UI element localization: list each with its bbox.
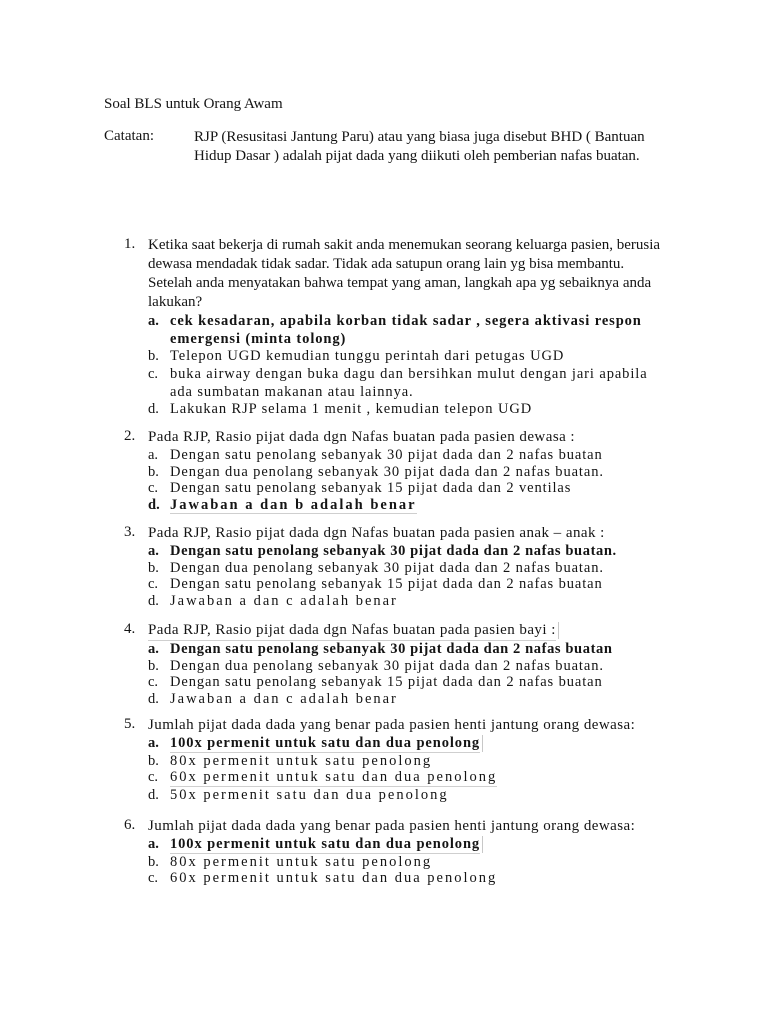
option-b[interactable]: [148, 658, 664, 675]
option-a[interactable]: [148, 836, 664, 854]
question-number: 1.: [124, 236, 136, 252]
option-c[interactable]: [148, 870, 664, 887]
cursor-mark: [482, 735, 483, 752]
option-c[interactable]: [148, 674, 664, 691]
option-c[interactable]: [148, 480, 664, 497]
option-letter: c.: [148, 769, 159, 785]
option-text: Dengan dua penolang sebanyak 30 pijat dada dan 2 nafas buatan.: [170, 559, 604, 576]
option-text: 100x permenit untuk satu dan dua penolong: [170, 836, 481, 852]
option-letter: c.: [148, 365, 159, 382]
option-d[interactable]: [148, 497, 664, 515]
option-letter: d.: [148, 786, 159, 803]
option-letter: c.: [148, 674, 159, 690]
option-d[interactable]: [148, 593, 664, 610]
question-text-content: Pada RJP, Rasio pijat dada dgn Nafas buatan pada pasien bayi :: [148, 621, 556, 641]
question-text: Pada RJP, Rasio pijat dada dgn Nafas buatan pada pasien anak – anak :: [148, 525, 605, 541]
page-title: Soal BLS untuk Orang Awam: [104, 96, 283, 112]
option-text: Dengan satu penolang sebanyak 15 pijat dada dan 2 nafas buatan: [170, 576, 603, 592]
question-text: Ketika saat bekerja di rumah sakit anda menemukan seorang keluarga pasien, berusia dewasa mendadak tidak sadar. Tidak ada satupun orang lain yg bisa membantu. Setelah anda menyatakan bahwa tempat yang aman, langkah apa yg sebaiknya anda lakukan?: [148, 237, 661, 310]
option-text: Dengan satu penolang sebanyak 15 pijat dada dan 2 ventilas: [170, 480, 572, 496]
option-letter: d.: [148, 690, 159, 707]
option-letter: a.: [148, 836, 159, 852]
question-text: Jumlah pijat dada dada yang benar pada pasien henti jantung orang dewasa:: [148, 717, 636, 733]
question-number: 3.: [124, 524, 136, 540]
option-text: Lakukan RJP selama 1 menit , kemudian telepon UGD: [170, 400, 533, 417]
options-list: [148, 447, 664, 514]
option-a[interactable]: [148, 447, 664, 464]
option-text: Telepon UGD kemudian tunggu perintah dari petugas UGD: [170, 348, 565, 364]
option-text: Dengan satu penolang sebanyak 30 pijat dada dan 2 nafas buatan: [170, 641, 613, 657]
option-text: cek kesadaran, apabila korban tidak sadar , segera aktivasi respon emergensi (minta tolong): [170, 313, 642, 347]
option-text: Dengan dua penolang sebanyak 30 pijat dada dan 2 nafas buatan.: [170, 463, 604, 480]
option-c[interactable]: [148, 769, 664, 787]
option-b[interactable]: [148, 560, 664, 577]
option-a[interactable]: [148, 312, 664, 348]
option-text: buka airway dengan buka dagu dan bersihkan mulut dengan jari apabila ada sumbatan makanan atau lainnya.: [170, 365, 648, 400]
question-1: [124, 236, 664, 417]
option-text: 60x permenit untuk satu dan dua penolong: [170, 769, 498, 785]
option-letter: c.: [148, 480, 159, 496]
option-letter: b.: [148, 463, 159, 480]
option-letter: b.: [148, 657, 159, 674]
option-text: 100x permenit untuk satu dan dua penolong: [170, 735, 481, 751]
option-text: 80x permenit untuk satu penolong: [170, 752, 433, 769]
option-text: Dengan satu penolang sebanyak 30 pijat dada dan 2 nafas buatan: [170, 447, 603, 463]
option-c[interactable]: [148, 365, 664, 401]
option-d[interactable]: [148, 401, 664, 418]
option-letter: b.: [148, 853, 159, 870]
question-3: [124, 524, 664, 609]
option-letter: d.: [148, 496, 160, 513]
option-letter: a.: [148, 641, 159, 657]
option-text: 50x permenit satu dan dua penolong: [170, 786, 449, 803]
option-a[interactable]: [148, 543, 664, 560]
cursor-mark: [482, 836, 483, 853]
question-text: [148, 621, 664, 641]
cursor-mark: [558, 622, 559, 639]
option-text: Jawaban a dan b adalah benar: [170, 496, 417, 513]
option-text: 60x permenit untuk satu dan dua penolong: [170, 870, 498, 886]
option-c[interactable]: [148, 576, 664, 593]
option-d[interactable]: [148, 691, 664, 708]
option-d[interactable]: [148, 787, 664, 804]
option-text: 80x permenit untuk satu penolong: [170, 853, 433, 870]
option-letter: a.: [148, 447, 159, 463]
question-2: [124, 428, 664, 514]
question-text: Pada RJP, Rasio pijat dada dgn Nafas buatan pada pasien dewasa :: [148, 429, 576, 445]
note-text: RJP (Resusitasi Jantung Paru) atau yang biasa juga disebut BHD ( Bantuan Hidup Dasar ) adalah pijat dada yang diikuti oleh pemberian nafas buatan.: [194, 129, 645, 164]
option-letter: b.: [148, 348, 159, 364]
question-4: [124, 621, 664, 707]
option-letter: a.: [148, 735, 159, 751]
options-list: [148, 641, 664, 707]
option-a[interactable]: [148, 641, 664, 658]
option-letter: a.: [148, 313, 159, 329]
option-b[interactable]: [148, 854, 664, 871]
options-list: [148, 312, 664, 417]
question-number: 5.: [124, 716, 136, 732]
option-letter: b.: [148, 559, 159, 576]
options-list: [148, 543, 664, 609]
options-list: [148, 735, 664, 803]
option-letter: d.: [148, 400, 159, 417]
option-a[interactable]: [148, 735, 664, 753]
question-5: [124, 716, 664, 803]
option-b[interactable]: [148, 348, 664, 365]
option-b[interactable]: [148, 464, 664, 481]
question-number: 2.: [124, 428, 136, 444]
option-letter: a.: [148, 543, 159, 559]
option-text: Dengan satu penolang sebanyak 30 pijat dada dan 2 nafas buatan.: [170, 543, 617, 559]
options-list: [148, 836, 664, 887]
option-text: Jawaban a dan c adalah benar: [170, 592, 398, 609]
option-text: Jawaban a dan c adalah benar: [170, 690, 398, 707]
option-text: Dengan satu penolang sebanyak 15 pijat dada dan 2 nafas buatan: [170, 674, 603, 690]
option-b[interactable]: [148, 753, 664, 770]
option-letter: b.: [148, 752, 159, 769]
question-number: 4.: [124, 621, 136, 637]
question-6: [124, 817, 664, 887]
option-text: Dengan dua penolang sebanyak 30 pijat dada dan 2 nafas buatan.: [170, 657, 604, 674]
option-letter: c.: [148, 576, 159, 592]
question-text: Jumlah pijat dada dada yang benar pada pasien henti jantung orang dewasa:: [148, 818, 636, 834]
note-label: Catatan:: [104, 128, 154, 144]
option-letter: c.: [148, 870, 159, 886]
option-letter: d.: [148, 592, 159, 609]
question-number: 6.: [124, 817, 136, 833]
